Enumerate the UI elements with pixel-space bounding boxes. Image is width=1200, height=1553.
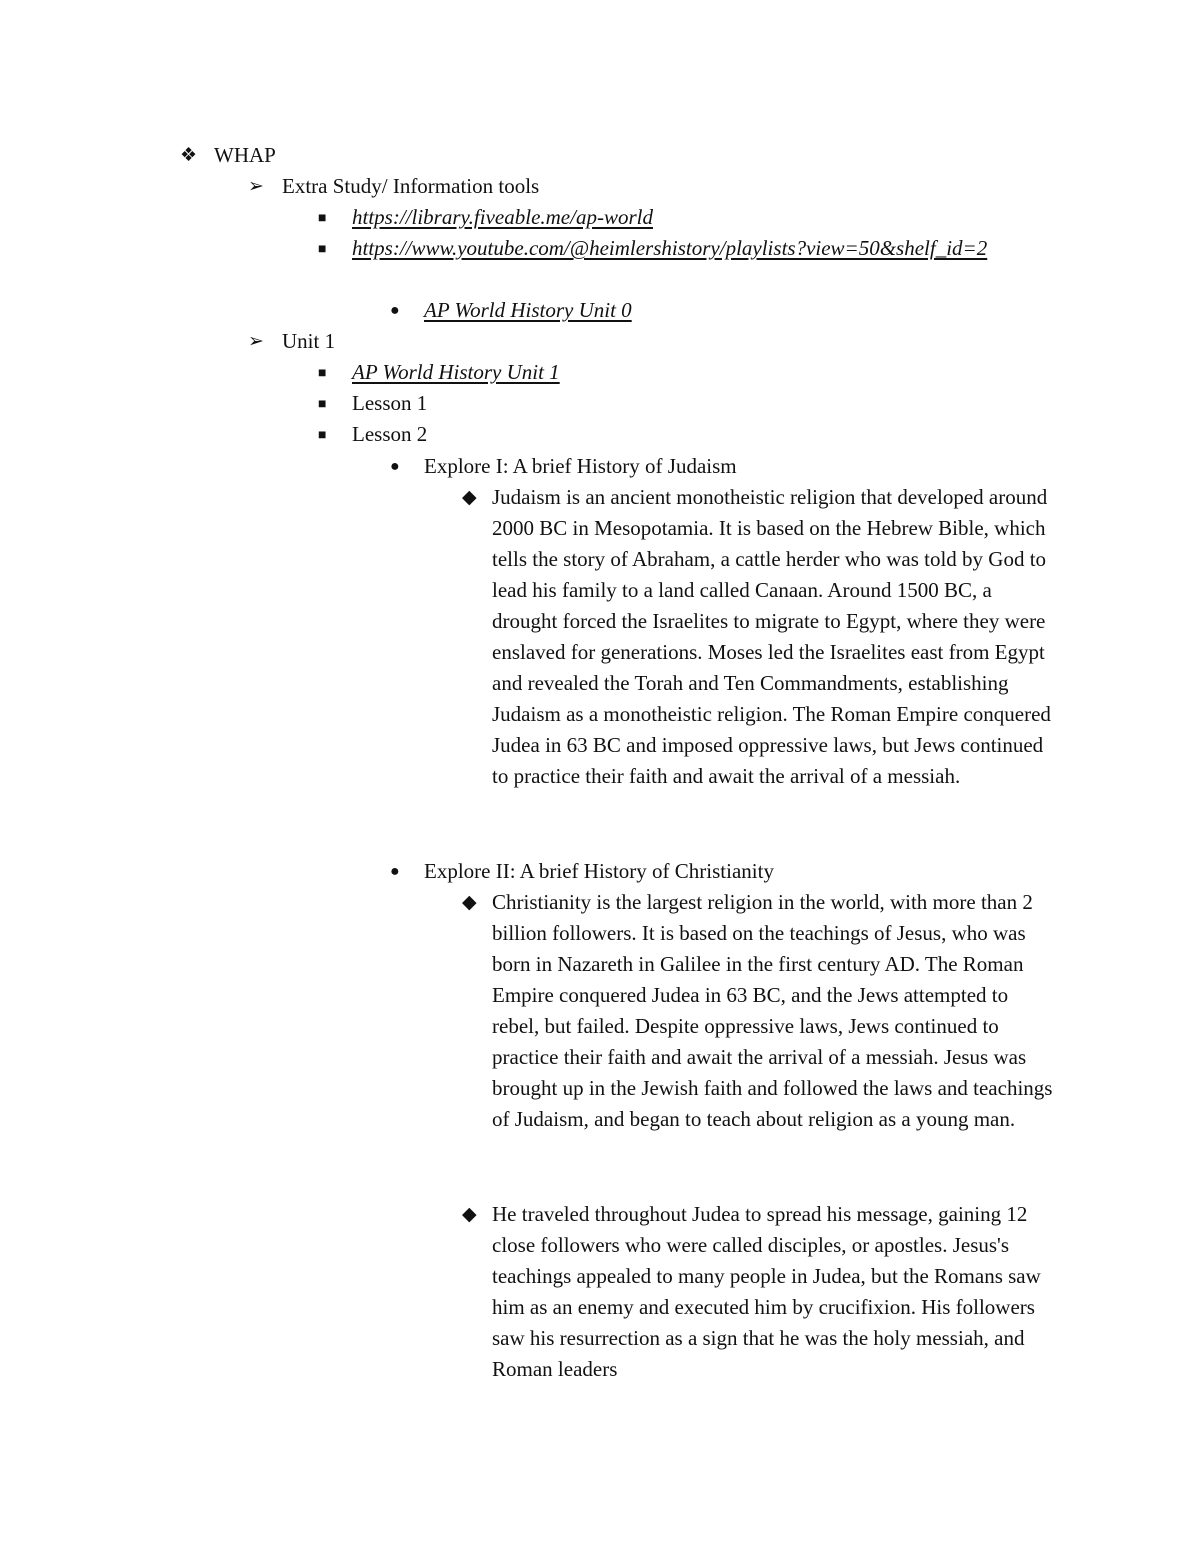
explore2-paragraph-1: Christianity is the largest religion in the world, with more than 2 billion followers. It is based on the teachings of Jesus, who was born in Nazareth in Galilee in the first century AD. The Roman Empire conquered Judea in 63 BC, and the Jews attempted to rebel, but failed. Despite oppressive laws, Jews continued to practice their faith and await the arrival of a messiah. Jesus was brought up in the Jewish faith and followed the laws and teachings of Judaism, and began to teach about religion as a young man.: [492, 890, 1053, 1131]
outline-item-explore2-para1: [462, 887, 1062, 1135]
diamond-bullet-icon: ◆: [462, 892, 477, 913]
arrow-bullet-icon: ➢: [248, 176, 264, 197]
four-diamond-bullet-icon: ❖: [180, 145, 198, 166]
outline-item-whap: [180, 140, 1080, 171]
fiveable-link[interactable]: https://library.fiveable.me/ap-world: [352, 205, 653, 229]
outline-item-explore2: [390, 856, 1070, 887]
outline-item-extra-tools: [248, 171, 1068, 202]
outline-item-lesson1: [318, 388, 1068, 420]
arrow-bullet-icon: ➢: [248, 331, 264, 352]
outline-label-extra-tools: Extra Study/ Information tools: [282, 174, 540, 198]
outline-item-fiveable-link: [318, 202, 1068, 234]
unit1-video-link[interactable]: AP World History Unit 1: [352, 360, 560, 384]
outline-item-explore2-para2: [462, 1199, 1062, 1385]
outline-item-explore1-para: [462, 482, 1062, 792]
explore1-paragraph: Judaism is an ancient monotheistic religion that developed around 2000 BC in Mesopotamia. It is based on the Hebrew Bible, which tells the story of Abraham, a cattle herder who was told by God to lead his family to a land called Canaan. Around 1500 BC, a drought forced the Israelites to migrate to Egypt, where they were enslaved for generations. Moses led the Israelites east from Egypt and revealed the Torah and Ten Commandments, establishing Judaism as a monotheistic religion. The Roman Empire conquered Judea in 63 BC and imposed oppressive laws, but Jews continued to practice their faith and await the arrival of a messiah.: [492, 485, 1051, 788]
square-bullet-icon: ■: [318, 397, 327, 412]
unit0-video-link[interactable]: AP World History Unit 0: [424, 298, 632, 322]
diamond-bullet-icon: ◆: [462, 1204, 477, 1225]
youtube-playlist-link[interactable]: https://www.youtube.com/@heimlershistory/playlists?view=50&shelf_id=2: [352, 236, 988, 260]
outline-item-lesson2: [318, 419, 1068, 451]
explore1-title: Explore I: A brief History of Judaism: [424, 454, 737, 478]
diamond-bullet-icon: ◆: [462, 487, 477, 508]
square-bullet-icon: ■: [318, 428, 327, 443]
square-bullet-icon: ■: [318, 242, 327, 257]
explore2-paragraph-2: He traveled throughout Judea to spread his message, gaining 12 close followers who were called disciples, or apostles. Jesus's teachings appealed to many people in Judea, but the Romans saw him as an enemy and executed him by crucifixion. His followers saw his resurrection as a sign that he was the holy messiah, and Roman leaders: [492, 1202, 1041, 1381]
outline-label-lesson2: Lesson 2: [352, 422, 428, 446]
outline-item-youtube-link: [318, 233, 1058, 265]
dot-bullet-icon: ●: [390, 302, 400, 319]
square-bullet-icon: ■: [318, 366, 327, 381]
outline-label-lesson1: Lesson 1: [352, 391, 428, 415]
dot-bullet-icon: ●: [390, 863, 400, 880]
outline-item-explore1: [390, 451, 1070, 482]
outline-item-unit0-link: [390, 295, 1070, 326]
outline-label-whap: WHAP: [214, 143, 276, 167]
explore2-title: Explore II: A brief History of Christianity: [424, 859, 774, 883]
dot-bullet-icon: ●: [390, 458, 400, 475]
outline-label-unit1: Unit 1: [282, 329, 336, 353]
square-bullet-icon: ■: [318, 211, 327, 226]
outline-item-unit1-link: [318, 357, 1068, 389]
outline-item-unit1: [248, 326, 1068, 357]
